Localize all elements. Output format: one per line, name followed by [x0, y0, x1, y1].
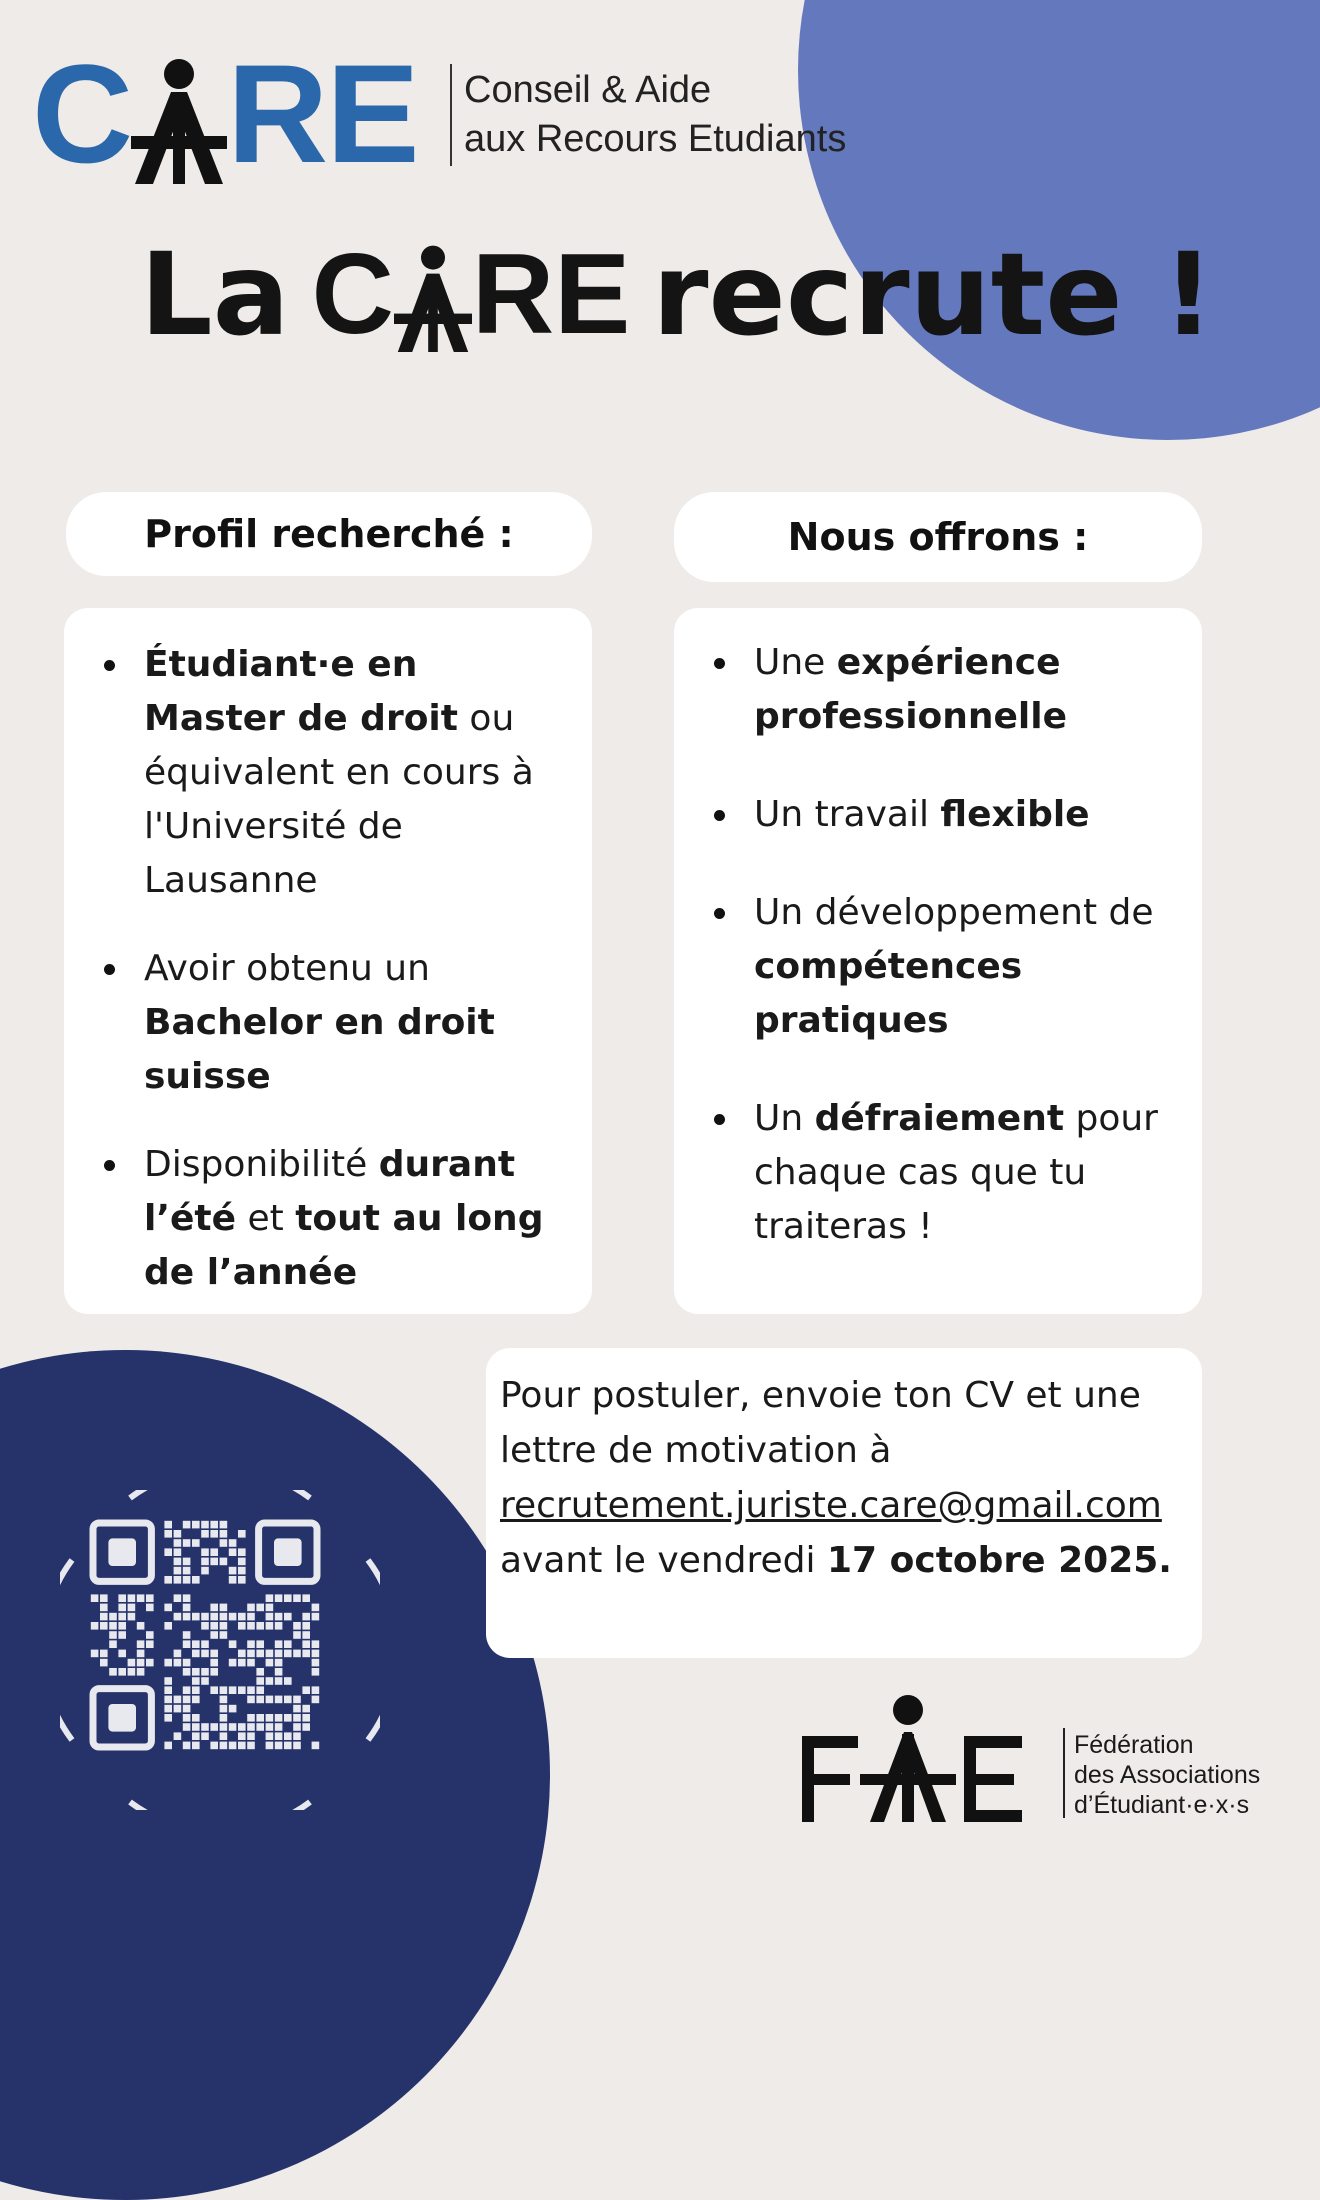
fae-logo-graphic: [800, 1692, 1030, 1832]
fae-divider: [1063, 1728, 1065, 1818]
profile-card: [64, 608, 592, 1314]
page-title: [140, 220, 1214, 370]
offer-heading: [674, 492, 1202, 582]
profile-item-availability: [64, 1138, 566, 1300]
title-letter-c: C: [311, 231, 394, 358]
fae-tagline-line3: d’Étudiant·e·x·s: [1074, 1791, 1250, 1819]
profile-heading: [66, 492, 592, 576]
care-logo: [32, 35, 418, 192]
apply-email-link[interactable]: recrutement.juriste.care@gmail.com: [500, 1485, 1162, 1526]
offer-item-skills-text: Un développement de: [754, 892, 1154, 933]
offer-item-experience-text: Une: [754, 642, 837, 683]
fae-tagline: [1074, 1730, 1260, 1820]
qr-code[interactable]: [60, 1490, 380, 1810]
offer-heading-text: Nous offrons :: [787, 515, 1089, 559]
offer-item-compensation-bold: défraiement: [814, 1098, 1065, 1139]
apply-text: [500, 1368, 1200, 1588]
title-word-la: La: [140, 228, 290, 361]
care-tagline: [464, 66, 846, 164]
offer-item-flexible-bold: flexible: [940, 794, 1090, 835]
profile-item-availability-text: Disponibilité: [144, 1144, 379, 1185]
care-logo-person-icon: [131, 44, 227, 184]
offer-item-skills-bold: compétences pratiques: [754, 946, 1023, 1041]
offer-item-experience-bold: expérience professionnelle: [754, 642, 1068, 737]
apply-deadline: [500, 1533, 1200, 1588]
care-logo-letter-c: C: [32, 35, 132, 192]
profile-item-availability-bold2: tout au long de l’année: [144, 1198, 544, 1293]
care-logo-letters-re: RE: [227, 35, 418, 192]
profile-item-master: [64, 638, 566, 908]
fae-tagline-line1: Fédération: [1074, 1731, 1194, 1759]
title-care-logo: [312, 220, 631, 370]
offer-item-flexible-text: Un travail: [754, 794, 941, 835]
profile-item-master-text: ou équivalent en cours à l'Université de Lausanne: [144, 698, 534, 901]
offer-item-flexible: [674, 788, 1180, 842]
profile-heading-text: Profil recherché :: [144, 512, 514, 556]
apply-deadline-prefix: avant le vendredi: [500, 1540, 827, 1581]
profile-item-bachelor-bold: Bachelor en droit suisse: [144, 1002, 495, 1097]
offer-card: [674, 608, 1202, 1314]
care-tagline-line1: Conseil & Aide: [464, 69, 712, 111]
offer-item-compensation-text2: pour chaque cas que tu traiteras !: [754, 1098, 1158, 1247]
fae-tagline-line2: des Associations: [1074, 1761, 1261, 1789]
profile-list: [64, 608, 592, 1300]
profile-item-availability-text2: et: [236, 1198, 296, 1239]
profile-item-bachelor-text: Avoir obtenu un: [144, 948, 430, 989]
logo-divider: [450, 64, 452, 166]
offer-item-skills: [674, 886, 1180, 1048]
offer-item-compensation-text: Un: [754, 1098, 815, 1139]
apply-instructions: Pour postuler, envoie ton CV et une lettre de motivation à: [500, 1375, 1141, 1471]
title-letters-re: RE: [471, 231, 631, 358]
profile-item-bachelor: [64, 942, 566, 1104]
title-care-person-icon: [394, 239, 472, 351]
offer-list: [674, 608, 1202, 1254]
offer-item-experience: [674, 636, 1180, 744]
offer-item-compensation: [674, 1092, 1180, 1254]
profile-item-availability-bold1: durant l’été: [144, 1144, 516, 1239]
title-word-recrute: recrute !: [652, 228, 1215, 361]
profile-item-master-bold: Étudiant·e en Master de droit: [144, 644, 458, 739]
care-tagline-line2: aux Recours Etudiants: [464, 118, 847, 160]
apply-deadline-date: 17 octobre 2025.: [826, 1540, 1172, 1581]
fae-logo: [800, 1692, 1030, 1832]
qr-code-graphic: [60, 1490, 380, 1810]
